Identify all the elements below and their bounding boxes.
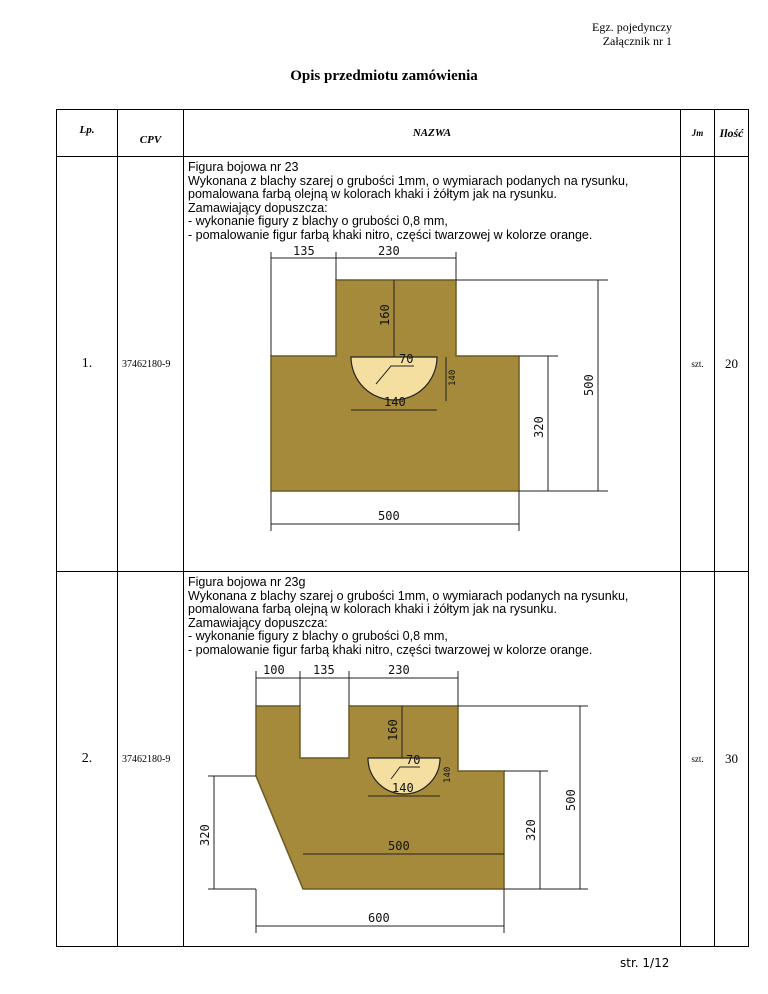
page-number: str. 1/12 xyxy=(620,956,670,970)
attachment-note: Załącznik nr 1 xyxy=(602,34,672,48)
dim-500-inner: 500 xyxy=(388,839,410,853)
copy-note: Egz. pojedynczy xyxy=(592,20,672,34)
dim-230: 230 xyxy=(388,663,410,677)
unit: szt. xyxy=(681,157,715,572)
dim-135: 135 xyxy=(313,663,335,677)
row-number: 2. xyxy=(57,572,118,947)
dim-320-right: 320 xyxy=(524,819,538,841)
dim-100: 100 xyxy=(263,663,285,677)
dim-135: 135 xyxy=(293,246,315,258)
column-header-name: NAZWA xyxy=(184,110,681,157)
unit: szt. xyxy=(681,572,715,947)
order-specification-table xyxy=(56,109,749,947)
table-row xyxy=(57,157,749,572)
dim-70: 70 xyxy=(399,352,414,366)
dim-500-vertical: 500 xyxy=(582,374,596,396)
cpv-code: 37462180-9 xyxy=(118,157,184,572)
dim-140: 140 xyxy=(384,395,406,409)
dim-500-vertical: 500 xyxy=(564,789,578,811)
item-description: Figura bojowa nr 23 Wykonana z blachy szarej o grubości 1mm, o wymiarach podanych na rysunku, pomalowana farbą olejną w kolorach khaki i żółtym jak na rysunku. Zamawiający dopuszcza: - wykonanie figury z blachy o grubości 0,8 mm, - pomalowanie figur farbą khaki nitro, części twarzowej w kolorze orange. xyxy=(188,160,629,242)
target-figure-drawing-23g xyxy=(188,661,676,941)
dim-140: 140 xyxy=(392,781,414,795)
document-header-note xyxy=(592,20,672,48)
column-header-cpv: CPV xyxy=(118,110,184,157)
target-figure-drawing-23 xyxy=(188,246,676,546)
dim-500: 500 xyxy=(378,509,400,523)
dim-140-vertical: 140 xyxy=(443,766,453,783)
dim-230: 230 xyxy=(378,246,400,258)
column-header-lp: Lp. xyxy=(57,110,118,157)
dim-140-vertical: 140 xyxy=(448,369,458,386)
dim-70: 70 xyxy=(406,753,421,767)
quantity: 30 xyxy=(715,572,749,947)
column-header-unit: Jm xyxy=(681,110,715,157)
table-header-row xyxy=(57,110,749,157)
dim-160: 160 xyxy=(386,719,400,741)
item-description: Figura bojowa nr 23g Wykonana z blachy szarej o grubości 1mm, o wymiarach podanych na rysunku, pomalowana farbą olejną w kolorach khaki i żółtym jak na rysunku. Zamawiający dopuszcza: - wykonanie figury z blachy o grubości 0,8 mm, - pomalowanie figur farbą khaki nitro, części twarzowej w kolorze orange. xyxy=(188,575,629,657)
cpv-code: 37462180-9 xyxy=(118,572,184,947)
column-header-quantity: Ilość xyxy=(715,110,749,157)
figure-body xyxy=(256,706,504,889)
quantity: 20 xyxy=(715,157,749,572)
row-number: 1. xyxy=(57,157,118,572)
dim-320-left: 320 xyxy=(198,824,212,846)
dim-320: 320 xyxy=(532,416,546,438)
table-row xyxy=(57,572,749,947)
document-title: Opis przedmiotu zamówienia xyxy=(290,68,478,84)
dim-160: 160 xyxy=(378,304,392,326)
item-name-cell xyxy=(184,572,681,947)
dim-600: 600 xyxy=(368,911,390,925)
item-name-cell xyxy=(184,157,681,572)
